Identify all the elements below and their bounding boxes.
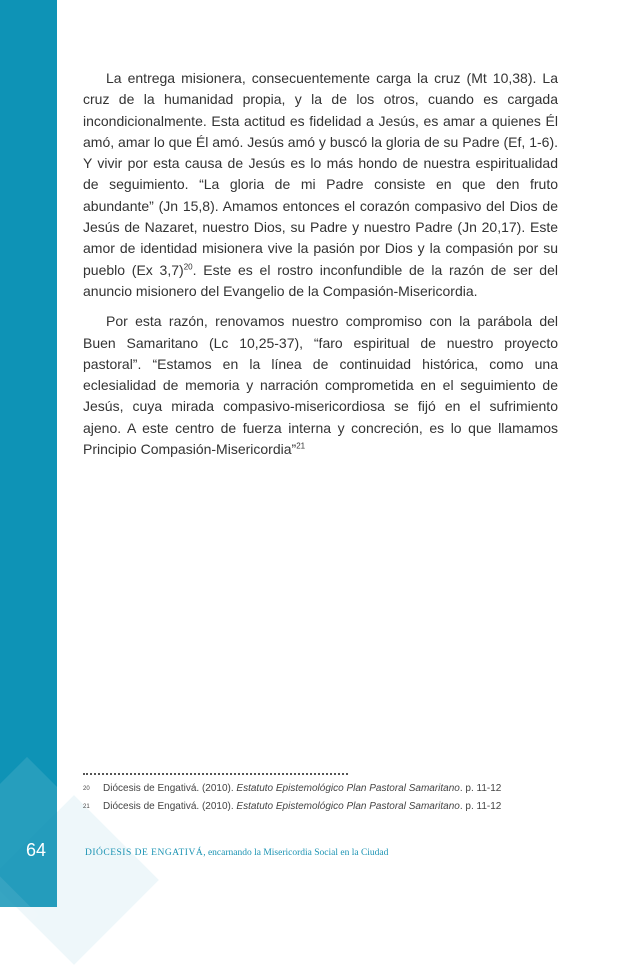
footnote-prefix: Diócesis de Engativá. (2010). [103,801,237,812]
footnote-prefix: Diócesis de Engativá. (2010). [103,783,237,794]
paragraph [83,311,558,460]
footnote-suffix: . p. 11-12 [459,801,502,812]
footnote-separator [83,773,348,781]
footer-diocese: DIÓCESIS DE ENGATIVÁ [85,848,204,858]
footnote-ref: 20 [183,262,193,272]
sidebar-band [0,0,57,907]
paragraph-text: La entrega misionera, consecuentemente carga la cruz (Mt 10,38). La cruz de la humanidad propia, y la de los otros, cuando es cargada incondicionalmente. Esta actitud es fidelidad a Jesús, es amar a quienes Él amó, amar lo que Él amó. Jesús amó y buscó la gloria de su Padre (Ef, 1-6). Y vivir por esta causa de Jesús es lo más hondo de nuestra espiritualidad de seguimiento. “La gloria de mi Padre consiste en que den fruto abundante” (Jn 15,8). Amamos entonces el corazón compasivo del Dios de Jesús de Nazaret, nuestro Dios, su Padre y nuestro Padre (Jn 20,17). Este amor de identidad misionera vive la pasión por Dios y la compasión por su pueblo (Ex 3,7) [83,70,558,278]
footnote [83,782,563,796]
paragraph-text-continued: . Este es el rostro inconfundible de la razón de ser del anuncio misionero del Evangelio de la Compasión-Misericordia. [83,261,558,299]
page-number: 64 [26,840,47,860]
footer-tagline: , encarnando la Misericordia Social en la Ciudad [203,848,389,858]
footnote-suffix: . p. 11-12 [459,783,502,794]
paragraph-text: Por esta razón, renovamos nuestro compromiso con la parábola del Buen Samaritano (Lc 10,25-37), “faro espiritual de nuestro proyecto pastoral”. “Estamos en la línea de continuidad histórica, como una eclesialidad de memoria y narración comprometida en el seguimiento de Jesús, cuya mirada compasivo-misericordiosa se fijó en el sufrimiento ajeno. A este centro de fuerza interna y concreción, es lo que llamamos Principio Compasión-Misericordia” [83,313,558,458]
footnote [83,800,563,814]
footnote-number: 21 [83,804,90,810]
footnote-title: Estatuto Epistemológico Plan Pastoral Samaritano [236,783,460,794]
running-footer [85,846,485,860]
footnote-title: Estatuto Epistemológico Plan Pastoral Samaritano [236,801,460,812]
footnote-ref: 21 [296,441,306,451]
body-text [83,68,558,469]
footnote-number: 20 [83,786,90,792]
paragraph [83,68,558,302]
